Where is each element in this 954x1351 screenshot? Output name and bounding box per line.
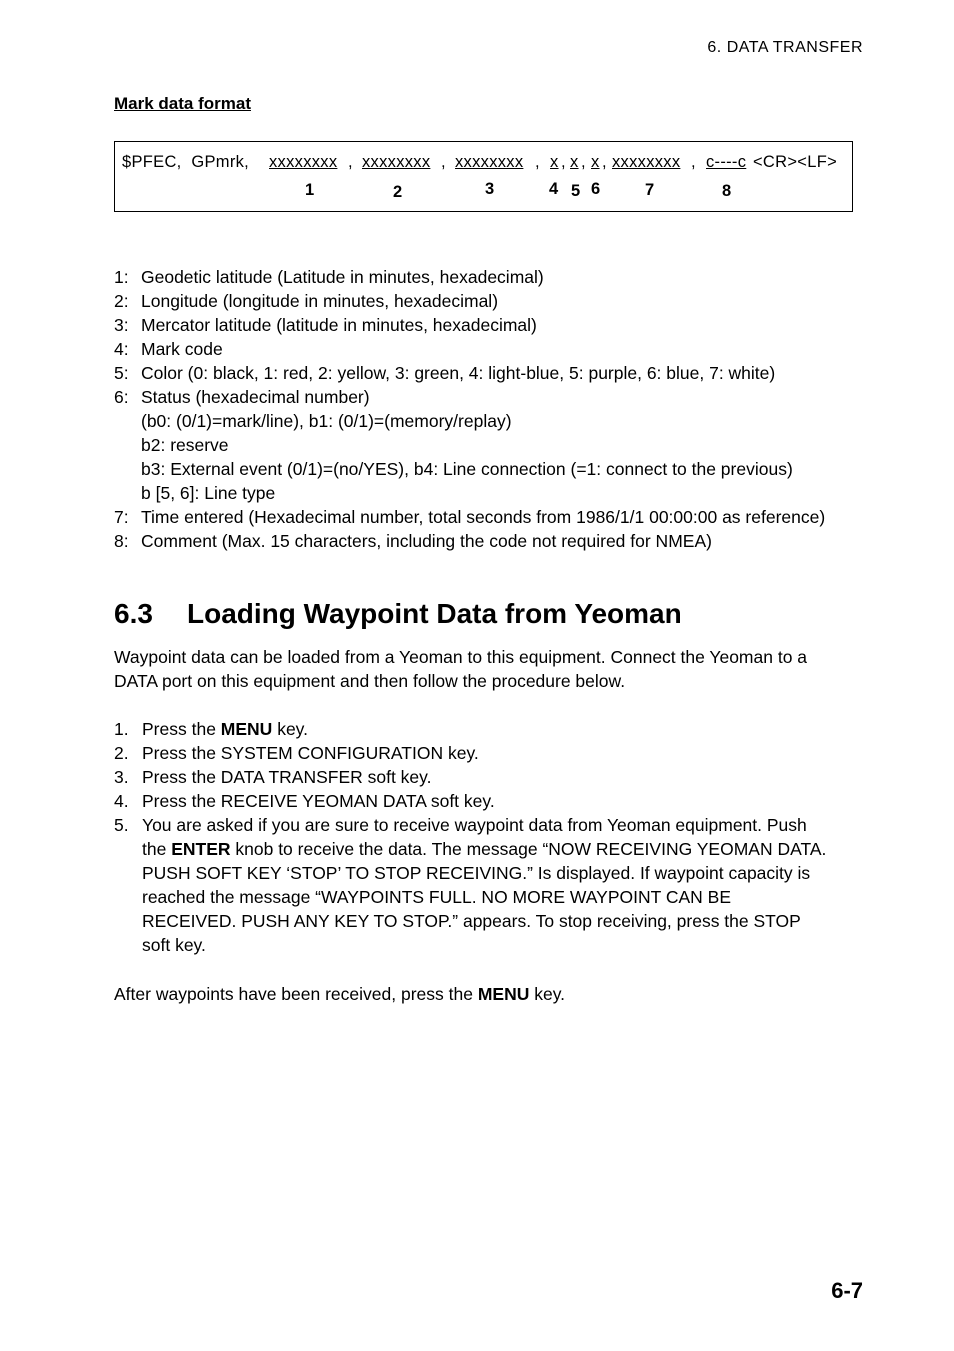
field-number-1: 1: [305, 181, 315, 199]
list-item: b2: reserve: [141, 435, 229, 455]
format-field-8: c----c: [706, 153, 747, 171]
format-field-6: x: [591, 153, 600, 171]
section-number: 6.3: [114, 598, 153, 629]
list-item: 5. You are asked if you are sure to receive waypoint data from Yeoman equipment. Push: [114, 815, 807, 835]
list-item: (b0: (0/1)=mark/line), b1: (0/1)=(memory/replay): [141, 411, 512, 431]
field-number-5: 5: [571, 182, 581, 200]
list-item: 1. Press the MENU key.: [114, 719, 308, 739]
format-field-5: x: [570, 153, 579, 171]
list-item: the ENTER knob to receive the data. The message “NOW RECEIVING YEOMAN DATA.: [142, 839, 827, 859]
intro-paragraph: Waypoint data can be loaded from a Yeoman to this equipment. Connect the Yeoman to a DATA port on this equipment and then follow the procedure below.: [114, 647, 808, 691]
running-header: 6. DATA TRANSFER: [707, 39, 863, 56]
list-item: 3: Mercator latitude (latitude in minutes, hexadecimal): [114, 315, 537, 335]
list-item: 6: Status (hexadecimal number): [114, 387, 370, 407]
field-number-2: 2: [393, 183, 403, 201]
format-prefix: $PFEC, GPmrk,: [122, 153, 254, 171]
list-item: b [5, 6]: Line type: [141, 483, 276, 503]
format-field-1: xxxxxxxx: [269, 153, 338, 171]
list-item: 3. Press the DATA TRANSFER soft key.: [114, 767, 432, 787]
list-item: 1: Geodetic latitude (Latitude in minutes, hexadecimal): [114, 267, 544, 287]
list-item: PUSH SOFT KEY ‘STOP’ TO STOP RECEIVING.” Is displayed. If waypoint capacity is: [142, 863, 811, 883]
list-item: reached the message “WAYPOINTS FULL. NO MORE WAYPOINT CAN BE: [142, 887, 731, 907]
field-number-8: 8: [722, 182, 732, 200]
list-item: soft key.: [142, 935, 206, 955]
format-field-2: xxxxxxxx: [362, 153, 431, 171]
page-number: 6-7: [831, 1278, 863, 1303]
field-number-7: 7: [645, 181, 655, 199]
field-number-6: 6: [591, 180, 601, 198]
format-field-4: x: [550, 153, 559, 171]
list-item: 8: Comment (Max. 15 characters, including the code not required for NMEA): [114, 531, 712, 551]
list-item: 4. Press the RECEIVE YEOMAN DATA soft key.: [114, 791, 495, 811]
format-field-3: xxxxxxxx: [455, 153, 524, 171]
mark-data-format-heading: Mark data format: [114, 94, 251, 113]
section-title: Loading Waypoint Data from Yeoman: [187, 598, 682, 629]
list-item: RECEIVED. PUSH ANY KEY TO STOP.” appears. To stop receiving, press the STOP: [142, 911, 801, 931]
list-item: 7: Time entered (Hexadecimal number, total seconds from 1986/1/1 00:00:00 as reference): [114, 507, 826, 527]
list-item: 2. Press the SYSTEM CONFIGURATION key.: [114, 743, 479, 763]
list-item: 2: Longitude (longitude in minutes, hexadecimal): [114, 291, 499, 311]
list-item: 4: Mark code: [114, 339, 223, 359]
field-number-3: 3: [485, 180, 495, 198]
format-terminator: <CR><LF>: [753, 153, 838, 171]
section-heading: [114, 598, 682, 630]
closing-paragraph: After waypoints have been received, press the MENU key.: [114, 984, 566, 1004]
format-box: [114, 141, 853, 212]
list-item: b3: External event (0/1)=(no/YES), b4: Line connection (=1: connect to the previous): [141, 459, 793, 479]
format-field-7: xxxxxxxx: [612, 153, 681, 171]
field-number-4: 4: [549, 180, 559, 198]
list-item: 5: Color (0: black, 1: red, 2: yellow, 3: green, 4: light-blue, 5: purple, 6: blue, 7: white): [114, 363, 776, 383]
